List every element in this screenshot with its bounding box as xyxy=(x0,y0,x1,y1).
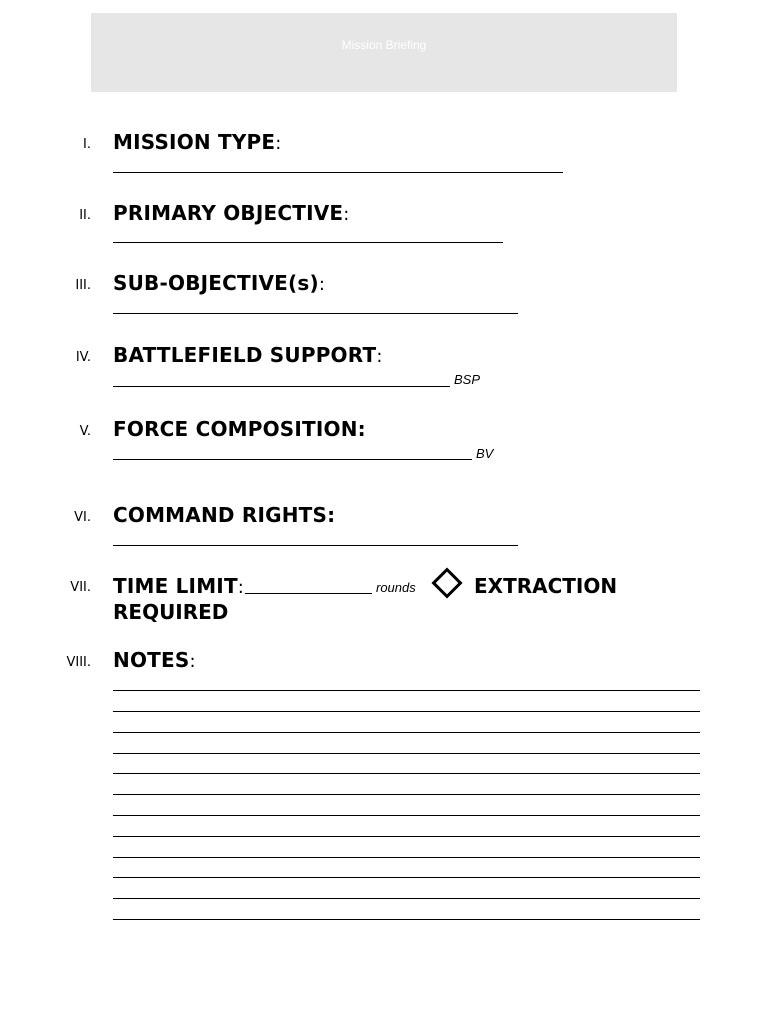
section-label: SUB-OBJECTIVE(s) xyxy=(113,271,319,295)
notes-line[interactable] xyxy=(113,753,700,754)
section-numeral-4: IV. xyxy=(75,350,91,365)
section-colon: : xyxy=(237,577,245,598)
notes-line[interactable] xyxy=(113,711,700,712)
bv-unit-label: BV xyxy=(476,446,494,461)
section-colon: : xyxy=(318,274,326,295)
notes-line[interactable] xyxy=(113,857,700,858)
notes-line[interactable] xyxy=(113,794,700,795)
section-colon: : xyxy=(189,651,196,672)
notes-line[interactable] xyxy=(113,815,700,816)
section-label: TIME LIMIT xyxy=(113,574,238,598)
section-numeral-7: VII. xyxy=(70,580,91,595)
section-label: NOTES xyxy=(113,648,190,672)
primary-objective-field[interactable] xyxy=(113,242,503,243)
notes-line[interactable] xyxy=(113,898,700,899)
notes-line[interactable] xyxy=(113,877,700,878)
battlefield-support-field[interactable] xyxy=(113,386,450,387)
extraction-checkbox-diamond-icon[interactable] xyxy=(431,567,462,598)
section-numeral-6: VI. xyxy=(74,510,91,525)
section-heading-force-composition xyxy=(113,417,366,441)
notes-line[interactable] xyxy=(113,836,700,837)
notes-line[interactable] xyxy=(113,919,700,920)
bsp-unit-label: BSP xyxy=(454,372,481,387)
section-label: COMMAND RIGHTS: xyxy=(113,503,336,527)
section-numeral-2: II. xyxy=(79,208,91,223)
command-rights-field[interactable] xyxy=(113,545,518,546)
section-label: FORCE COMPOSITION: xyxy=(113,417,366,441)
section-heading-sub-objectives xyxy=(113,271,325,295)
section-colon: : xyxy=(343,204,350,225)
section-numeral-5: V. xyxy=(79,424,91,439)
section-heading-command-rights xyxy=(113,503,335,527)
section-colon: : xyxy=(376,346,383,367)
section-numeral-1: I. xyxy=(83,137,91,152)
section-label: BATTLEFIELD SUPPORT xyxy=(113,343,377,367)
section-label: PRIMARY OBJECTIVE xyxy=(113,201,344,225)
force-composition-field[interactable] xyxy=(113,459,472,460)
header-banner xyxy=(91,13,677,92)
time-limit-field[interactable] xyxy=(245,593,372,594)
section-heading-notes xyxy=(113,648,196,672)
required-label: REQUIRED xyxy=(113,600,229,624)
mission-type-field[interactable] xyxy=(113,172,563,173)
section-colon: : xyxy=(275,133,282,154)
section-numeral-8: VIII. xyxy=(66,655,91,670)
sub-objectives-field[interactable] xyxy=(113,313,518,314)
notes-line[interactable] xyxy=(113,690,700,691)
extraction-label: EXTRACTION xyxy=(474,574,618,598)
section-heading-battlefield-support xyxy=(113,343,383,367)
section-numeral-3: III. xyxy=(75,278,91,293)
section-heading-primary-objective xyxy=(113,201,350,225)
section-heading-time-limit xyxy=(113,574,244,598)
header-title: Mission Briefing xyxy=(341,38,427,52)
notes-line[interactable] xyxy=(113,732,700,733)
section-label: MISSION TYPE xyxy=(113,130,276,154)
section-heading-mission-type xyxy=(113,130,282,154)
notes-line[interactable] xyxy=(113,773,700,774)
rounds-unit-label: rounds xyxy=(376,580,416,595)
